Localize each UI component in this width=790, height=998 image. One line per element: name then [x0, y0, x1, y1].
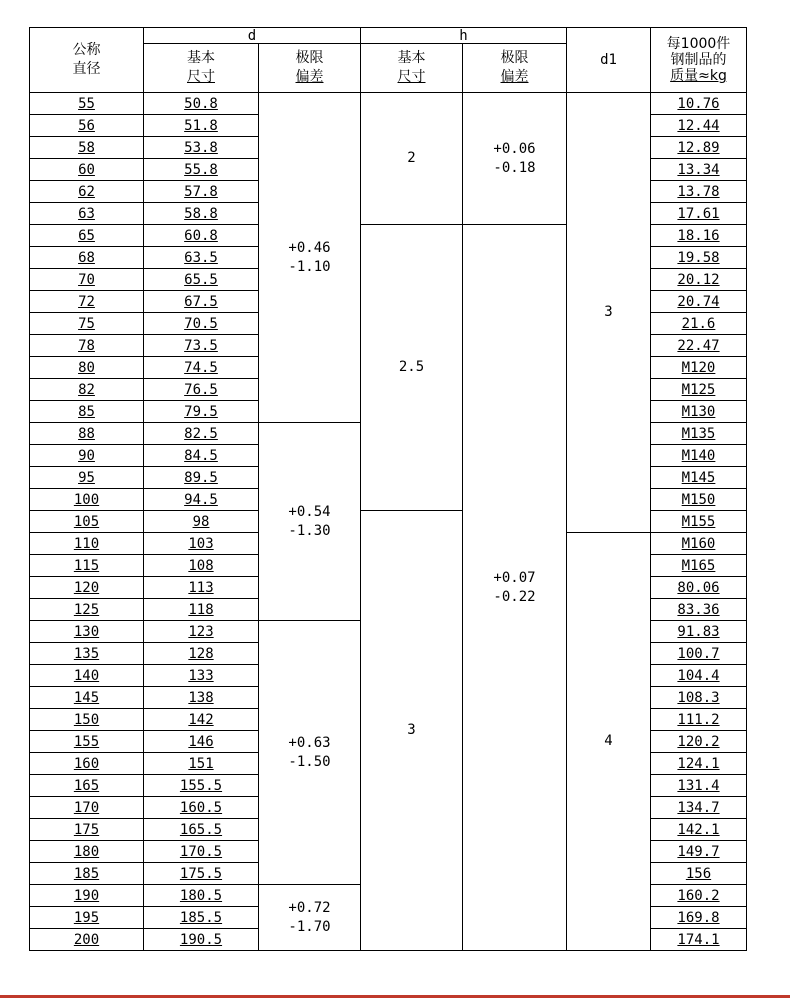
d1-cell: 4 — [567, 533, 651, 951]
mass-cell: 91.83 — [651, 621, 747, 643]
nominal-diameter-cell: 85 — [30, 401, 144, 423]
mass-cell: M145 — [651, 467, 747, 489]
d-basic-size-cell: 160.5 — [144, 797, 259, 819]
mass-cell: 19.58 — [651, 247, 747, 269]
d-basic-size-cell: 123 — [144, 621, 259, 643]
d-basic-size-cell: 50.8 — [144, 93, 259, 115]
d-limit-deviation-cell: +0.46 -1.10 — [259, 93, 361, 423]
d-basic-size-cell: 73.5 — [144, 335, 259, 357]
d-basic-size-cell: 84.5 — [144, 445, 259, 467]
header-group-h: h — [361, 28, 567, 44]
mass-cell: 80.06 — [651, 577, 747, 599]
nominal-diameter-cell: 180 — [30, 841, 144, 863]
nominal-diameter-cell: 120 — [30, 577, 144, 599]
d-basic-size-cell: 113 — [144, 577, 259, 599]
d-basic-size-cell: 58.8 — [144, 203, 259, 225]
d-basic-size-cell: 155.5 — [144, 775, 259, 797]
mass-cell: M125 — [651, 379, 747, 401]
nominal-diameter-cell: 65 — [30, 225, 144, 247]
mass-cell: 100.7 — [651, 643, 747, 665]
dimension-table — [29, 27, 747, 951]
nominal-diameter-cell: 165 — [30, 775, 144, 797]
nominal-diameter-cell: 62 — [30, 181, 144, 203]
mass-cell: 149.7 — [651, 841, 747, 863]
d-basic-size-cell: 94.5 — [144, 489, 259, 511]
d-basic-size-cell: 118 — [144, 599, 259, 621]
h-limit-deviation-cell: +0.06 -0.18 — [463, 93, 567, 225]
d-basic-size-cell: 180.5 — [144, 885, 259, 907]
mass-cell: M140 — [651, 445, 747, 467]
mass-cell: 142.1 — [651, 819, 747, 841]
nominal-diameter-cell: 140 — [30, 665, 144, 687]
header-nominal-diameter: 公称 直径 — [30, 28, 144, 93]
mass-cell: M150 — [651, 489, 747, 511]
nominal-diameter-cell: 125 — [30, 599, 144, 621]
d-basic-size-cell: 55.8 — [144, 159, 259, 181]
nominal-diameter-cell: 80 — [30, 357, 144, 379]
nominal-diameter-cell: 115 — [30, 555, 144, 577]
nominal-diameter-cell: 155 — [30, 731, 144, 753]
mass-cell: 104.4 — [651, 665, 747, 687]
mass-cell: 131.4 — [651, 775, 747, 797]
mass-cell: 12.89 — [651, 137, 747, 159]
d-basic-size-cell: 63.5 — [144, 247, 259, 269]
d-basic-size-cell: 60.8 — [144, 225, 259, 247]
nominal-diameter-cell: 130 — [30, 621, 144, 643]
nominal-diameter-cell: 60 — [30, 159, 144, 181]
h-limit-deviation-cell: +0.07 -0.22 — [463, 225, 567, 951]
nominal-diameter-cell: 200 — [30, 929, 144, 951]
mass-cell: 20.12 — [651, 269, 747, 291]
d-basic-size-cell: 146 — [144, 731, 259, 753]
header-h-basic-size: 基本 尺寸 — [361, 44, 463, 93]
d-basic-size-cell: 89.5 — [144, 467, 259, 489]
d-basic-size-cell: 79.5 — [144, 401, 259, 423]
nominal-diameter-cell: 68 — [30, 247, 144, 269]
header-d1: d1 — [567, 28, 651, 93]
nominal-diameter-cell: 145 — [30, 687, 144, 709]
mass-cell: 22.47 — [651, 335, 747, 357]
mass-cell: M160 — [651, 533, 747, 555]
nominal-diameter-cell: 58 — [30, 137, 144, 159]
d-basic-size-cell: 151 — [144, 753, 259, 775]
d-basic-size-cell: 76.5 — [144, 379, 259, 401]
mass-cell: 108.3 — [651, 687, 747, 709]
d-basic-size-cell: 138 — [144, 687, 259, 709]
mass-cell: 156 — [651, 863, 747, 885]
d-basic-size-cell: 57.8 — [144, 181, 259, 203]
mass-cell: M120 — [651, 357, 747, 379]
header-d-limit-deviation: 极限 偏差 — [259, 44, 361, 93]
d-limit-deviation-cell: +0.72 -1.70 — [259, 885, 361, 951]
nominal-diameter-cell: 72 — [30, 291, 144, 313]
nominal-diameter-cell: 70 — [30, 269, 144, 291]
nominal-diameter-cell: 100 — [30, 489, 144, 511]
d-basic-size-cell: 51.8 — [144, 115, 259, 137]
nominal-diameter-cell: 88 — [30, 423, 144, 445]
d-basic-size-cell: 108 — [144, 555, 259, 577]
d-basic-size-cell: 70.5 — [144, 313, 259, 335]
nominal-diameter-cell: 63 — [30, 203, 144, 225]
d-basic-size-cell: 175.5 — [144, 863, 259, 885]
d-basic-size-cell: 165.5 — [144, 819, 259, 841]
d-basic-size-cell: 67.5 — [144, 291, 259, 313]
d-basic-size-cell: 128 — [144, 643, 259, 665]
table-body — [30, 93, 747, 951]
nominal-diameter-cell: 78 — [30, 335, 144, 357]
d-basic-size-cell: 74.5 — [144, 357, 259, 379]
d-basic-size-cell: 53.8 — [144, 137, 259, 159]
mass-cell: 13.78 — [651, 181, 747, 203]
d1-cell: 3 — [567, 93, 651, 533]
nominal-diameter-cell: 135 — [30, 643, 144, 665]
nominal-diameter-cell: 105 — [30, 511, 144, 533]
d-limit-deviation-cell: +0.63 -1.50 — [259, 621, 361, 885]
d-basic-size-cell: 103 — [144, 533, 259, 555]
nominal-diameter-cell: 75 — [30, 313, 144, 335]
nominal-diameter-cell: 95 — [30, 467, 144, 489]
mass-cell: 174.1 — [651, 929, 747, 951]
nominal-diameter-cell: 195 — [30, 907, 144, 929]
mass-cell: M130 — [651, 401, 747, 423]
mass-cell: M165 — [651, 555, 747, 577]
mass-cell: 17.61 — [651, 203, 747, 225]
mass-cell: 83.36 — [651, 599, 747, 621]
nominal-diameter-cell: 110 — [30, 533, 144, 555]
table-row — [30, 93, 747, 115]
h-basic-size-cell: 2.5 — [361, 225, 463, 511]
mass-cell: 13.34 — [651, 159, 747, 181]
d-basic-size-cell: 190.5 — [144, 929, 259, 951]
mass-cell: 111.2 — [651, 709, 747, 731]
nominal-diameter-cell: 185 — [30, 863, 144, 885]
d-basic-size-cell: 98 — [144, 511, 259, 533]
mass-cell: 120.2 — [651, 731, 747, 753]
header-group-d: d — [144, 28, 361, 44]
h-basic-size-cell: 3 — [361, 511, 463, 951]
mass-cell: M155 — [651, 511, 747, 533]
mass-cell: 10.76 — [651, 93, 747, 115]
mass-cell: 124.1 — [651, 753, 747, 775]
mass-cell: 160.2 — [651, 885, 747, 907]
d-basic-size-cell: 65.5 — [144, 269, 259, 291]
nominal-diameter-cell: 150 — [30, 709, 144, 731]
d-basic-size-cell: 133 — [144, 665, 259, 687]
mass-cell: 169.8 — [651, 907, 747, 929]
header-h-limit-deviation: 极限 偏差 — [463, 44, 567, 93]
mass-cell: M135 — [651, 423, 747, 445]
header-d-basic-size: 基本 尺寸 — [144, 44, 259, 93]
mass-cell: 21.6 — [651, 313, 747, 335]
header-mass: 每1000件 钢制品的 质量≈kg — [651, 28, 747, 93]
nominal-diameter-cell: 175 — [30, 819, 144, 841]
d-basic-size-cell: 82.5 — [144, 423, 259, 445]
nominal-diameter-cell: 170 — [30, 797, 144, 819]
mass-cell: 12.44 — [651, 115, 747, 137]
nominal-diameter-cell: 55 — [30, 93, 144, 115]
h-basic-size-cell: 2 — [361, 93, 463, 225]
d-basic-size-cell: 185.5 — [144, 907, 259, 929]
nominal-diameter-cell: 160 — [30, 753, 144, 775]
mass-cell: 18.16 — [651, 225, 747, 247]
mass-cell: 134.7 — [651, 797, 747, 819]
nominal-diameter-cell: 190 — [30, 885, 144, 907]
mass-cell: 20.74 — [651, 291, 747, 313]
nominal-diameter-cell: 82 — [30, 379, 144, 401]
d-limit-deviation-cell: +0.54 -1.30 — [259, 423, 361, 621]
d-basic-size-cell: 142 — [144, 709, 259, 731]
nominal-diameter-cell: 90 — [30, 445, 144, 467]
d-basic-size-cell: 170.5 — [144, 841, 259, 863]
nominal-diameter-cell: 56 — [30, 115, 144, 137]
